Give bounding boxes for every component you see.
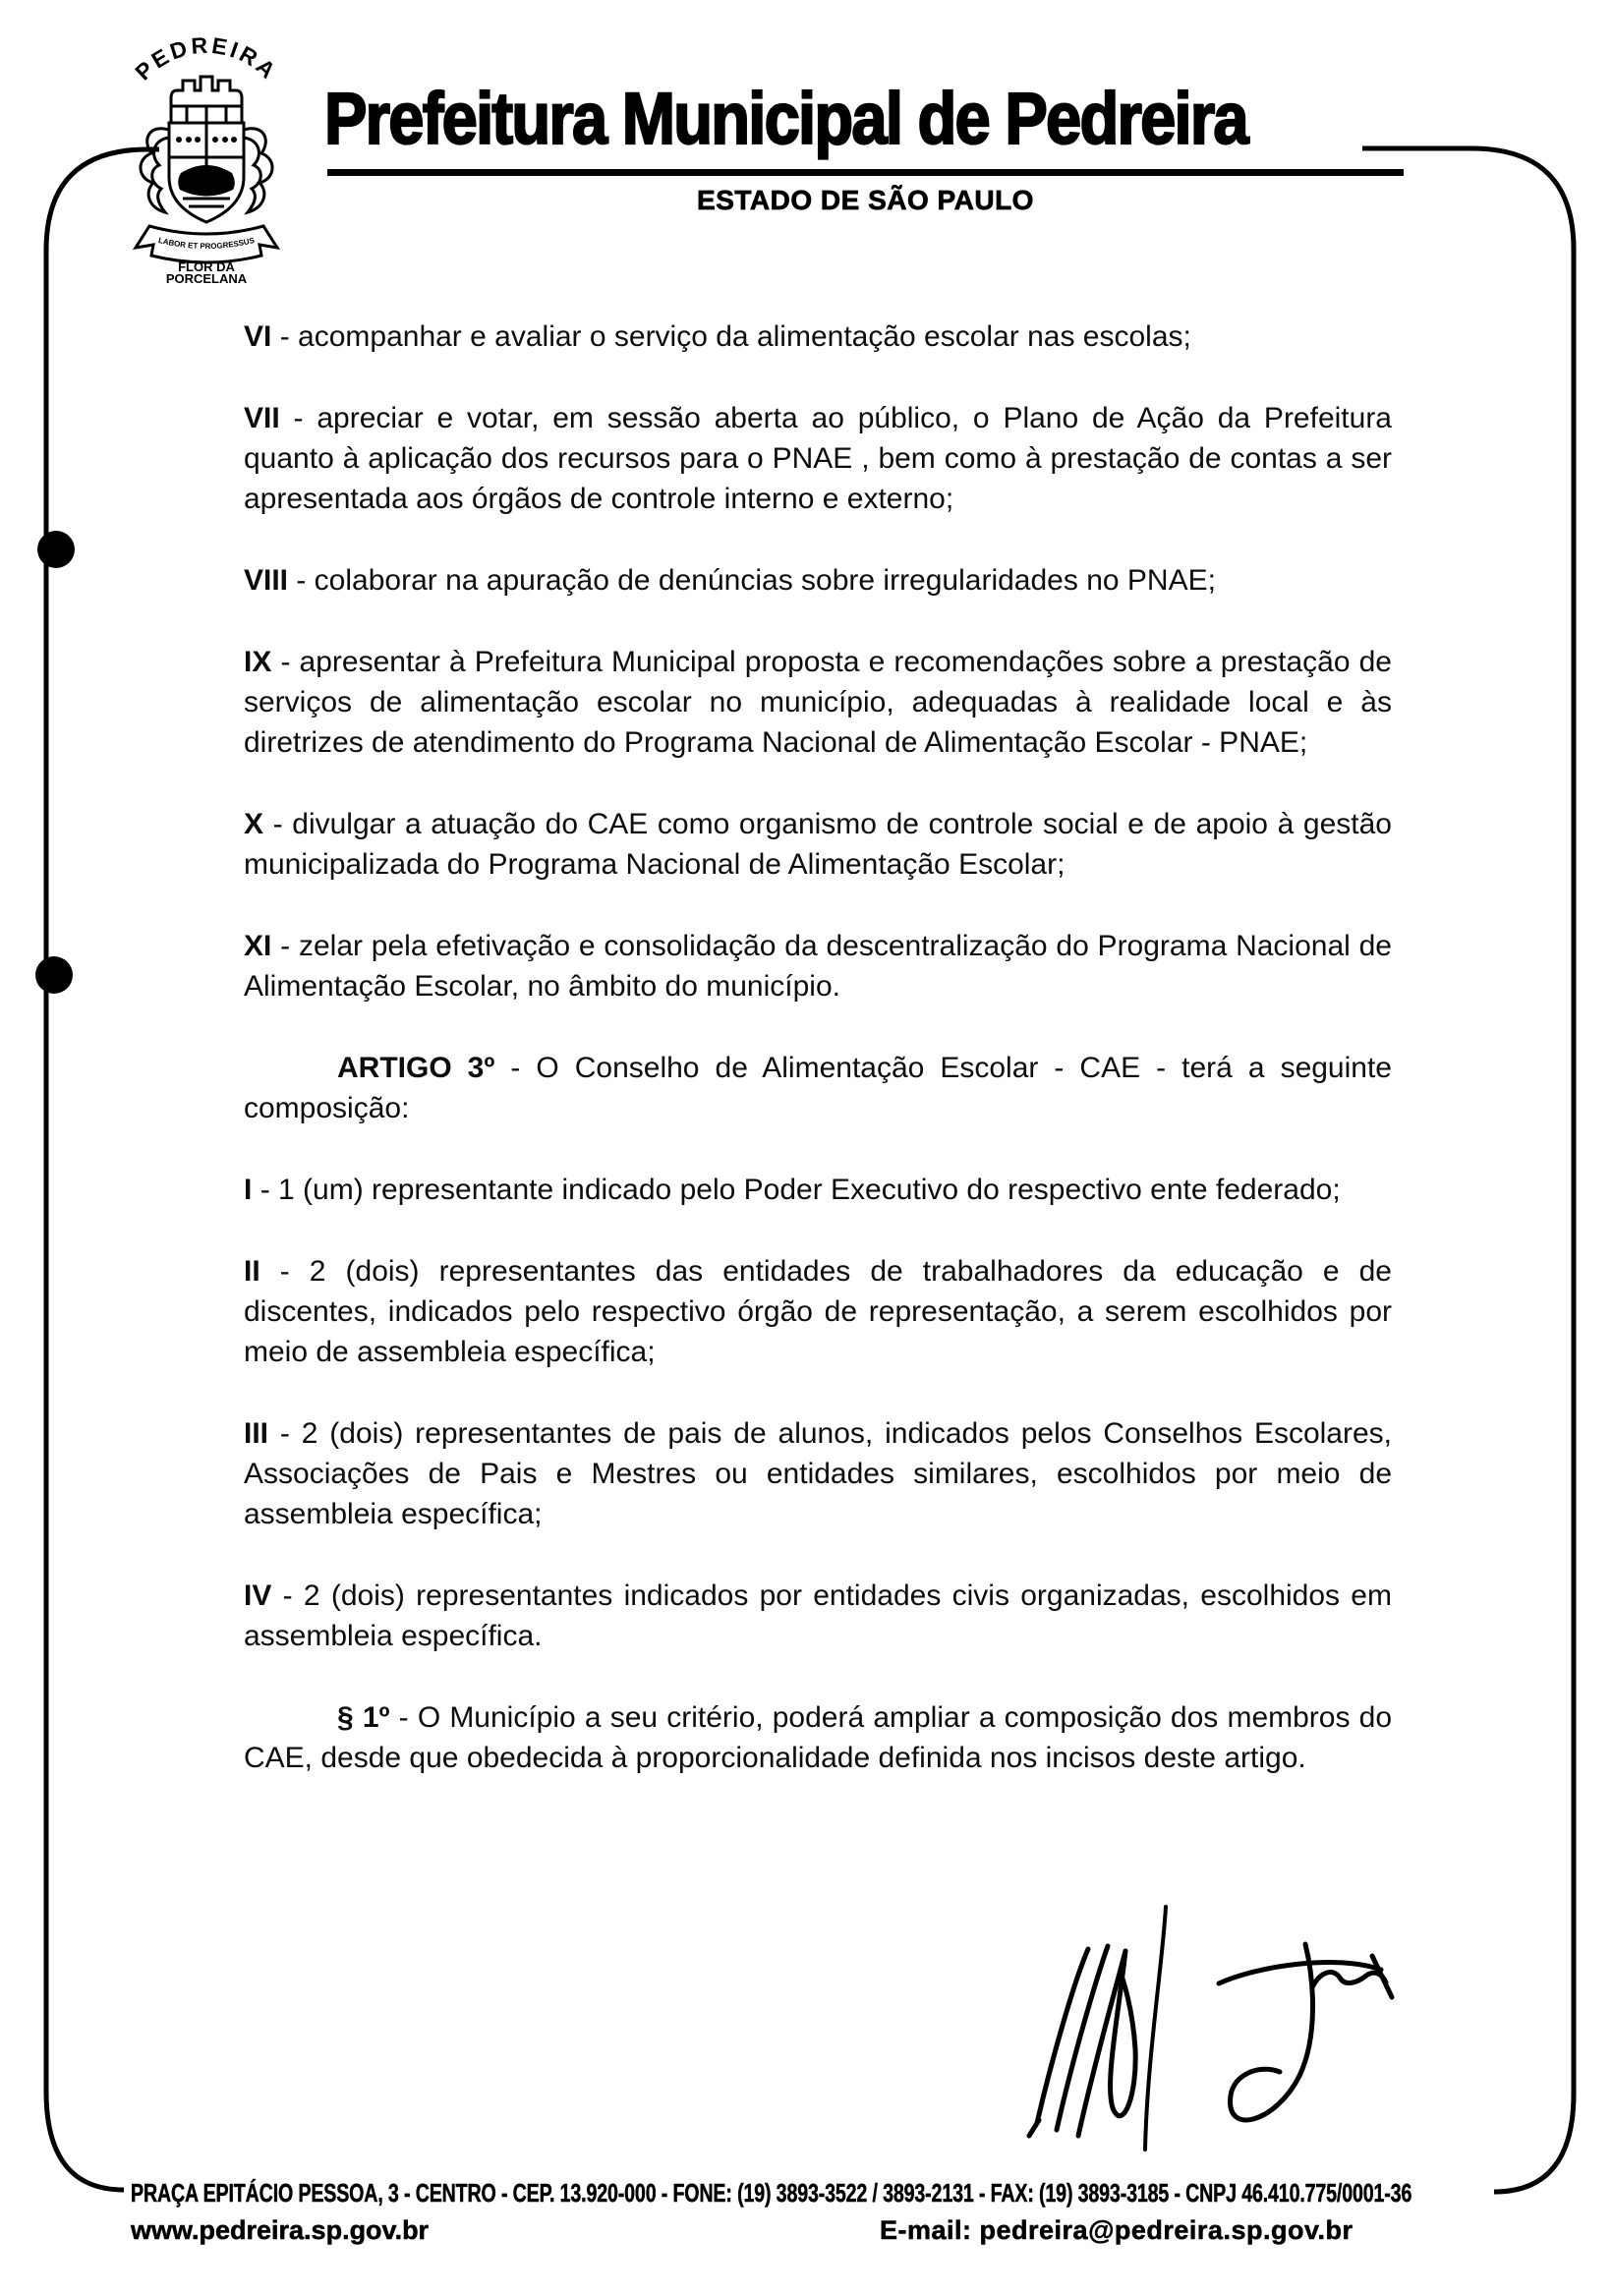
footer-website: www.pedreira.sp.gov.br <box>131 2215 430 2245</box>
paragraph-xi <box>244 926 1392 1006</box>
clause-text: - O Município a seu critério, poderá ampliar a composição dos membros do CAE, desde que obedecida à proporcionalidade definida nos incisos deste artigo. <box>244 1701 1393 1774</box>
clause-text: - colaborar na apuração de denúncias sobre irregularidades no PNAE; <box>296 564 1216 597</box>
page-subtitle: ESTADO DE SÃO PAULO <box>697 185 1034 215</box>
logo-tagline-line2: PORCELANA <box>165 271 248 283</box>
clause-number: IV <box>244 1579 272 1612</box>
clause-number: X <box>244 808 264 840</box>
coat-of-arms <box>98 29 315 283</box>
logo-city-name: PEDREIRA <box>130 31 283 86</box>
footer-address: PRAÇA EPITÁCIO PESSOA, 3 - CENTRO - CEP. 13.920-000 - FONE: (19) 3893-3522 / 3893-2131 - FAX: (19) 3893-3185 - CNPJ 46.410.775/0001-36 <box>131 2178 1412 2208</box>
paragraph-ii <box>244 1251 1392 1372</box>
clause-text: - 2 (dois) representantes indicados por entidades civis organizadas, escolhidos em assembleia específica. <box>244 1579 1392 1652</box>
svg-text:LABOR ET PROGRESSUS <box>157 236 256 251</box>
clause-number: III <box>244 1417 269 1450</box>
footer-email: E-mail: pedreira@pedreira.sp.gov.br <box>880 2215 1354 2245</box>
clause-text: - apresentar à Prefeitura Municipal proposta e recomendações sobre a prestação de serviços de alimentação escolar no município, adequadas à realidade local e às diretrizes de atendimento do Programa Nacional de Alimentação Escolar - PNAE; <box>244 646 1392 759</box>
clause-number: II <box>244 1255 260 1288</box>
signature-1 <box>1029 1907 1166 2150</box>
paragraph-x <box>244 804 1392 885</box>
clause-text: - apreciar e votar, em sessão aberta ao público, o Plano de Ação da Prefeitura quanto à aplicação dos recursos para o PNAE , bem como à prestação de contas a ser apresentada aos órgãos de controle interno e externo; <box>244 402 1392 515</box>
clause-number: IX <box>244 646 272 678</box>
logo-tagline-line1: FLOR DA <box>178 259 235 274</box>
page-title: Prefeitura Municipal de Pedreira <box>324 78 1247 159</box>
clause-number: XI <box>244 930 272 962</box>
clause-text: - acompanhar e avaliar o serviço da alimentação escolar nas escolas; <box>279 320 1191 353</box>
clause-text: - 1 (um) representante indicado pelo Poder Executivo do respectivo ente federado; <box>259 1174 1341 1206</box>
left-frame-line <box>46 149 159 2190</box>
clause-number: VIII <box>244 564 289 597</box>
clause-text: - O Conselho de Alimentação Escolar - CAE - terá a seguinte composição: <box>244 1052 1392 1124</box>
logo-motto: LABOR ET PROGRESSUS <box>157 235 256 252</box>
paragraph-par-1 <box>244 1697 1392 1778</box>
paragraph-vii <box>244 398 1392 519</box>
right-frame-line <box>1362 148 1574 2192</box>
shield <box>169 123 244 222</box>
punch-hole <box>35 956 73 994</box>
clause-number: VII <box>244 402 280 434</box>
punch-hole <box>37 531 75 568</box>
paragraph-artigo-3 <box>244 1048 1392 1128</box>
crown <box>171 77 242 123</box>
signatures <box>993 1902 1425 2172</box>
title-underline <box>327 169 1404 176</box>
paragraph-iii <box>244 1413 1392 1534</box>
motto-ribbon <box>136 226 277 262</box>
paragraph-viii <box>244 560 1392 601</box>
clause-text: - zelar pela efetivação e consolidação da descentralização do Programa Nacional de Alimentação Escolar, no âmbito do município. <box>244 930 1392 1003</box>
paragraph-vi <box>244 316 1392 357</box>
paragraph-i <box>244 1170 1392 1210</box>
paragraph-iv <box>244 1576 1392 1656</box>
paragraph-ix <box>244 642 1392 763</box>
clause-number: VI <box>244 320 272 353</box>
clause-number: ARTIGO 3º <box>337 1052 495 1084</box>
clause-text: - 2 (dois) representantes de pais de alunos, indicados pelos Conselhos Escolares, Associações de Pais e Mestres ou entidades similares, escolhidos por meio de assembleia específica; <box>244 1417 1392 1530</box>
signature-2 <box>1219 1944 1392 2120</box>
clause-number: I <box>244 1174 253 1206</box>
clause-text: - 2 (dois) representantes das entidades de trabalhadores da educação e de discentes, indicados pelo respectivo órgão de representação, a serem escolhidos por meio de assembleia específica; <box>244 1255 1392 1368</box>
document-body <box>244 316 1392 1819</box>
clause-text: - divulgar a atuação do CAE como organismo de controle social e de apoio à gestão municipalizada do Programa Nacional de Alimentação Escolar; <box>244 808 1392 881</box>
clause-number: § 1º <box>337 1701 390 1734</box>
